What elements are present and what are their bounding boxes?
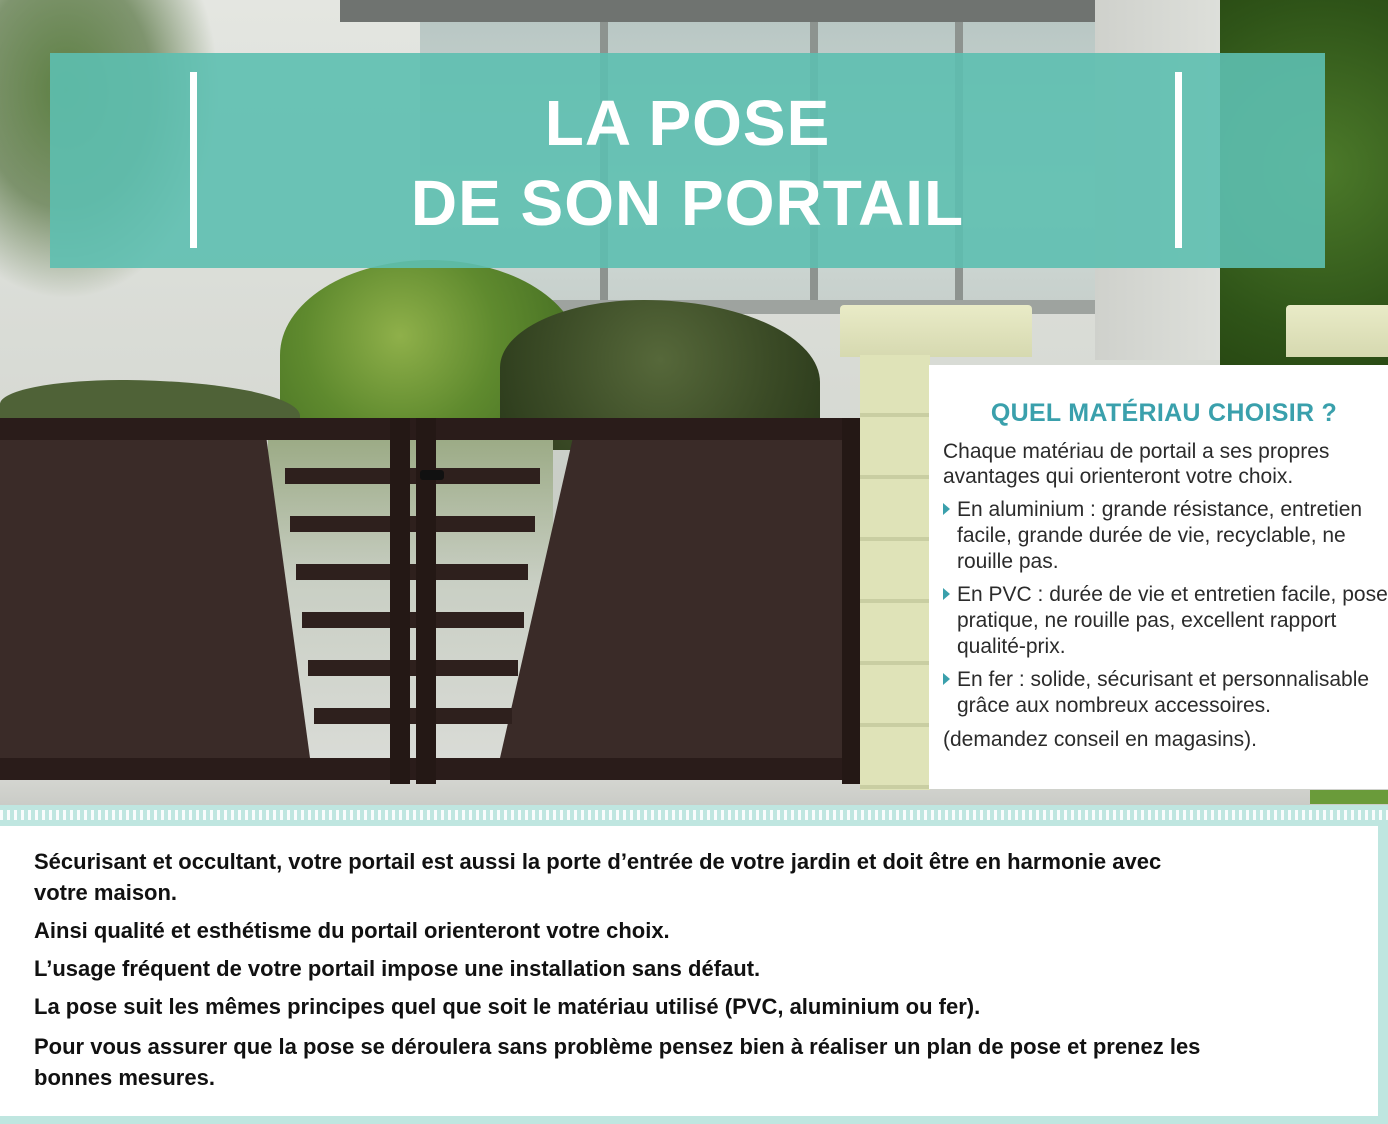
gate-slat [302, 612, 524, 628]
list-item [943, 497, 1388, 575]
paragraph: Pour vous assurer que la pose se déroulera sans problème pensez bien à réaliser un plan de pose et prenez les bonnes mesures. [34, 1034, 1201, 1090]
paragraph: La pose suit les mêmes principes quel que soit le matériau utilisé (PVC, aluminium ou fer). [34, 994, 981, 1019]
gate-handle [420, 470, 444, 480]
title-line-1: LA POSE [544, 87, 831, 159]
grass [1310, 790, 1388, 804]
material-info-box [929, 365, 1388, 789]
gate-panel-left [0, 440, 310, 758]
title-banner [50, 53, 1325, 268]
pillar-cap [1286, 305, 1388, 357]
gate-post [390, 418, 410, 784]
gate-slat [290, 516, 535, 532]
item-text: En PVC : durée de vie et entretien facile, pose pratique, ne rouille pas, excellent rapport qualité-prix. [957, 583, 1388, 658]
info-intro: Chaque matériau de portail a ses propres avantages qui orienteront votre choix. [943, 440, 1330, 488]
gate-slat [314, 708, 512, 724]
dotted-border [0, 810, 1388, 820]
gate-slat [308, 660, 518, 676]
list-item [943, 582, 1388, 660]
gate-post [842, 418, 862, 784]
item-text: En fer : solide, sécurisant et personnalisable grâce aux nombreux accessoires. [957, 668, 1370, 717]
gate-slat [285, 468, 540, 484]
paragraph: Ainsi qualité et esthétisme du portail orienteront votre choix. [34, 918, 670, 943]
info-heading: QUEL MATÉRIAU CHOISIR ? [990, 399, 1338, 427]
stone-pillar [860, 355, 930, 790]
gate-slat [296, 564, 528, 580]
page-title [50, 83, 1325, 243]
pillar-cap [840, 305, 1032, 357]
paragraph: Sécurisant et occultant, votre portail est aussi la porte d’entrée de votre jardin et doit être en harmonie avec votre maison. [34, 849, 1162, 905]
paragraph: L’usage fréquent de votre portail impose une installation sans défaut. [34, 956, 761, 981]
triangle-right-icon [943, 673, 950, 685]
item-text: En aluminium : grande résistance, entretien facile, grande durée de vie, recyclable, ne rouille pas. [957, 498, 1363, 573]
triangle-right-icon [943, 503, 950, 515]
triangle-right-icon [943, 588, 950, 600]
body-text [0, 826, 1378, 1116]
list-item [943, 667, 1388, 719]
gate-panel-right [500, 440, 862, 758]
info-note: (demandez conseil en magasins). [943, 728, 1257, 751]
material-list [943, 497, 1388, 726]
title-line-2: DE SON PORTAIL [410, 167, 965, 239]
